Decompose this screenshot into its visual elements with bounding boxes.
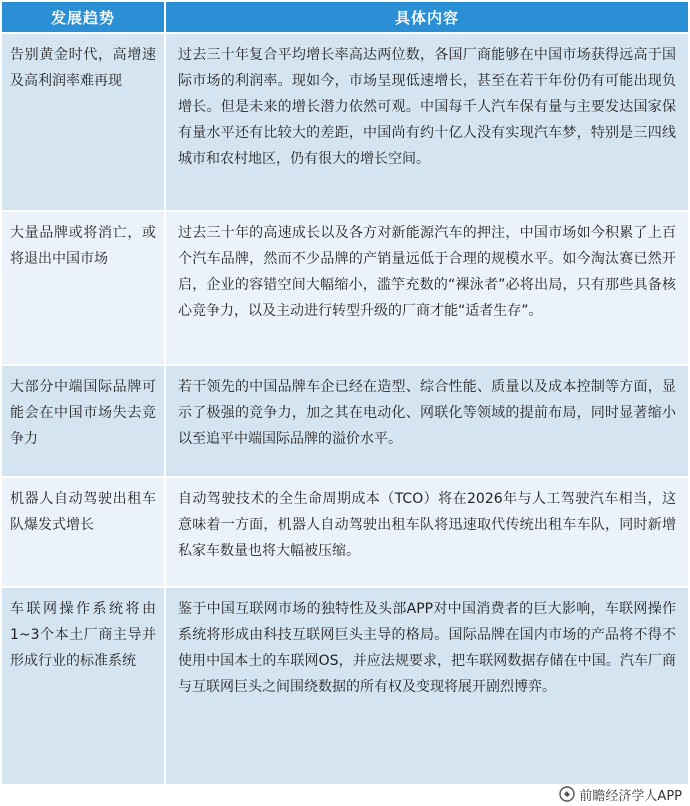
content-cell: 过去三十年复合平均增长率高达两位数，各国厂商能够在中国市场获得远高于国际市场的利润率。现如今，市场呈现低速增长，甚至在若干年份仍有可能出现负增长。但是未来的增长潜力依然可观。中国每千人汽车保有量与主要发达国家保有量水平还有比较大的差距，中国尚有约十亿人没有实现汽车梦，特别是三四线城市和农村地区，仍有很大的增长空间。 bbox=[166, 34, 688, 210]
content-cell: 自动驾驶技术的全生命周期成本（TCO）将在2026年与人工驾驶汽车相当，这意味着一方面，机器人自动驾驶出租车队将迅速取代传统出租车车队，同时新增私家车数量也将大幅被压缩。 bbox=[166, 478, 688, 586]
qianzhan-logo-icon bbox=[559, 786, 575, 802]
table-row bbox=[2, 588, 688, 784]
trend-cell: 大量品牌或将消亡，或将退出中国市场 bbox=[2, 212, 164, 364]
table-header-row bbox=[2, 2, 688, 32]
content-cell: 鉴于中国互联网市场的独特性及头部APP对中国消费者的巨大影响，车联网操作系统将形成由科技互联网巨头主导的格局。国际品牌在国内市场的产品将不得不使用中国本土的车联网OS，并应法规要求，把车联网数据存储在中国。汽车厂商与互联网巨头之间围绕数据的所有权及变现将展开剧烈博弈。 bbox=[166, 588, 688, 784]
table-row bbox=[2, 34, 688, 210]
watermark bbox=[557, 784, 684, 804]
trend-cell: 告别黄金时代，高增速及高利润率难再现 bbox=[2, 34, 164, 210]
header-trend: 发展趋势 bbox=[2, 2, 164, 32]
table-row bbox=[2, 212, 688, 364]
table-row bbox=[2, 366, 688, 476]
trend-cell: 大部分中端国际品牌可能会在中国市场失去竞争力 bbox=[2, 366, 164, 476]
table-row bbox=[2, 478, 688, 586]
content-cell: 若干领先的中国品牌车企已经在造型、综合性能、质量以及成本控制等方面，显示了极强的竞争力，加之其在电动化、网联化等领域的提前布局，同时显著缩小以至追平中端国际品牌的溢价水平。 bbox=[166, 366, 688, 476]
header-content: 具体内容 bbox=[166, 2, 688, 32]
content-cell: 过去三十年的高速成长以及各方对新能源汽车的押注，中国市场如今积累了上百个汽车品牌，然而不少品牌的产销量远低于合理的规模水平。如今淘汰赛已然开启，企业的容错空间大幅缩小，滥竽充数的“裸泳者”必将出局，只有那些具备核心竞争力，以及主动进行转型升级的厂商才能“适者生存”。 bbox=[166, 212, 688, 364]
trend-cell: 车联网操作系统将由1~3个本土厂商主导并形成行业的标准系统 bbox=[2, 588, 164, 784]
trend-cell: 机器人自动驾驶出租车队爆发式增长 bbox=[2, 478, 164, 586]
watermark-text: 前瞻经济学人APP bbox=[579, 788, 682, 804]
